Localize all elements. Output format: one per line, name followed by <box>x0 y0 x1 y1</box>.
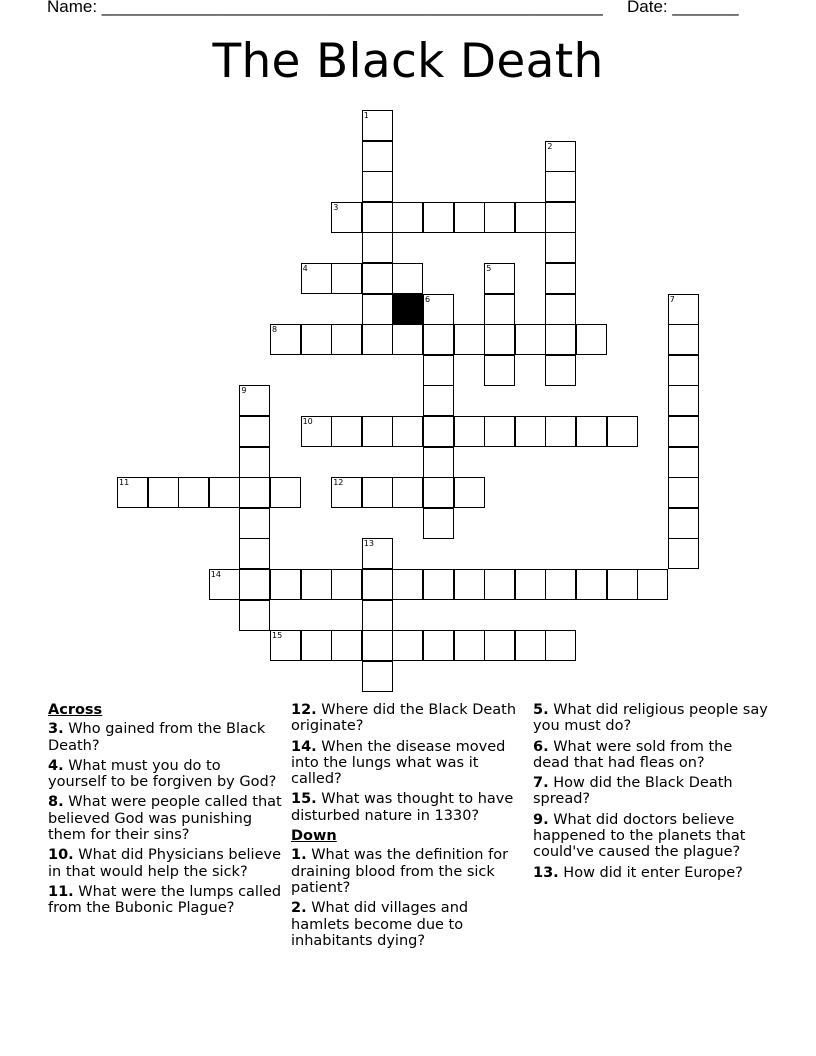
grid-cell[interactable] <box>668 385 699 416</box>
grid-cell[interactable] <box>484 294 515 325</box>
grid-cell[interactable] <box>454 416 485 447</box>
cell-number: 1 <box>363 111 369 120</box>
clue-item <box>291 847 526 896</box>
cell-number: 14 <box>210 570 221 579</box>
clues-column-3 <box>533 702 773 885</box>
grid-cell[interactable] <box>301 630 332 661</box>
clue-text: What did Physicians believe in that would help the sick? <box>48 847 281 880</box>
grid-cell[interactable] <box>362 171 393 202</box>
clue-text: How did it enter Europe? <box>558 864 743 881</box>
clues-column-1 <box>48 702 283 921</box>
grid-cell[interactable] <box>392 569 423 600</box>
grid-cell[interactable] <box>362 324 393 355</box>
grid-cell[interactable] <box>545 263 576 294</box>
grid-cell[interactable] <box>392 263 423 294</box>
clue-item <box>533 812 773 861</box>
grid-cell[interactable] <box>545 202 576 233</box>
clue-item <box>291 791 526 824</box>
across-heading: Across <box>48 702 103 718</box>
cell-number: 7 <box>669 294 675 304</box>
grid-cell[interactable] <box>331 477 362 508</box>
grid-cell[interactable] <box>362 232 393 263</box>
clue-number: 9. <box>533 811 549 828</box>
clue-text: How did the Black Death spread? <box>533 775 733 808</box>
grid-cell[interactable] <box>545 324 576 355</box>
grid-cell[interactable] <box>484 263 515 294</box>
grid-cell[interactable] <box>392 630 423 661</box>
grid-cell[interactable] <box>392 202 423 233</box>
grid-cell[interactable] <box>331 630 362 661</box>
grid-cell[interactable] <box>576 324 607 355</box>
clue-number: 2. <box>291 900 307 917</box>
grid-cell[interactable] <box>301 263 332 294</box>
black-cell <box>392 294 423 325</box>
grid-cell[interactable] <box>239 569 270 600</box>
clue-item <box>533 739 773 772</box>
grid-cell[interactable] <box>362 600 393 631</box>
clue-text: What did villages and hamlets become due to inhabitants dying? <box>291 900 469 949</box>
grid-cell[interactable] <box>392 324 423 355</box>
clue-number: 13. <box>533 864 559 881</box>
clue-number: 3. <box>48 721 64 738</box>
grid-cell[interactable] <box>545 232 576 263</box>
grid-cell[interactable] <box>331 416 362 447</box>
clue-item <box>533 865 773 881</box>
grid-cell[interactable] <box>515 324 546 355</box>
cell-number: 8 <box>272 325 278 335</box>
cell-number: 4 <box>302 264 308 273</box>
grid-cell[interactable] <box>607 416 638 447</box>
grid-cell[interactable] <box>515 416 546 447</box>
grid-cell[interactable] <box>576 569 607 600</box>
grid-cell[interactable] <box>545 141 576 172</box>
clue-item <box>48 721 283 754</box>
grid-cell[interactable] <box>484 630 515 661</box>
grid-cell[interactable] <box>545 416 576 447</box>
grid-cell[interactable] <box>392 477 423 508</box>
grid-cell[interactable] <box>178 477 209 508</box>
grid-cell[interactable] <box>362 263 393 294</box>
grid-cell[interactable] <box>545 355 576 386</box>
grid-cell[interactable] <box>331 324 362 355</box>
grid-cell[interactable] <box>545 171 576 202</box>
clue-number: 1. <box>291 847 307 864</box>
clue-text: When the disease moved into the lungs what was it called? <box>291 738 506 788</box>
clue-number: 15. <box>291 791 317 808</box>
grid-cell[interactable] <box>423 202 454 233</box>
grid-cell[interactable] <box>209 477 240 508</box>
grid-cell[interactable] <box>239 477 270 508</box>
cell-number: 10 <box>302 417 313 426</box>
clue-number: 10. <box>48 847 74 864</box>
clue-number: 4. <box>48 757 64 774</box>
clue-text: What were people called that believed God was punishing them for their sins? <box>48 794 282 844</box>
grid-cell[interactable] <box>331 263 362 294</box>
clue-text: What was thought to have disturbed nature in 1330? <box>291 791 514 824</box>
grid-cell[interactable] <box>484 355 515 386</box>
grid-cell[interactable] <box>362 202 393 233</box>
grid-cell[interactable] <box>668 324 699 355</box>
grid-cell[interactable] <box>545 294 576 325</box>
grid-cell[interactable] <box>362 661 393 692</box>
grid-cell[interactable] <box>484 416 515 447</box>
grid-cell[interactable] <box>301 569 332 600</box>
grid-cell[interactable] <box>423 477 454 508</box>
grid-cell[interactable] <box>454 630 485 661</box>
grid-cell[interactable] <box>484 569 515 600</box>
clue-number: 11. <box>48 883 74 900</box>
grid-cell[interactable] <box>392 416 423 447</box>
grid-cell[interactable] <box>423 324 454 355</box>
clue-item <box>291 900 526 949</box>
date-line[interactable]: Date: _______ <box>627 0 739 16</box>
grid-cell[interactable] <box>117 477 148 508</box>
clue-text: What was the definition for draining blood from the sick patient? <box>291 847 509 896</box>
grid-cell[interactable] <box>545 630 576 661</box>
clue-item <box>48 884 283 917</box>
grid-cell[interactable] <box>239 416 270 447</box>
clue-number: 5. <box>533 702 549 718</box>
grid-cell[interactable] <box>270 324 301 355</box>
grid-cell[interactable] <box>637 569 668 600</box>
clue-text: What did doctors believe happened to the planets that could've caused the plague? <box>533 811 746 861</box>
grid-cell[interactable] <box>423 355 454 386</box>
clue-text: What did religious people say you must do? <box>533 702 768 735</box>
grid-cell[interactable] <box>270 630 301 661</box>
grid-cell[interactable] <box>270 477 301 508</box>
grid-cell[interactable] <box>362 538 393 569</box>
grid-cell[interactable] <box>423 569 454 600</box>
grid-cell[interactable] <box>362 477 393 508</box>
grid-cell[interactable] <box>423 294 454 325</box>
grid-cell[interactable] <box>362 630 393 661</box>
clue-text: What were sold from the dead that had fleas on? <box>533 738 733 771</box>
clue-text: Where did the Black Death originate? <box>291 702 517 735</box>
clue-text: Who gained from the Black Death? <box>48 721 266 754</box>
grid-cell[interactable] <box>515 630 546 661</box>
grid-cell[interactable] <box>668 477 699 508</box>
grid-cell[interactable] <box>362 416 393 447</box>
cell-number: 6 <box>425 294 431 304</box>
grid-cell[interactable] <box>668 416 699 447</box>
cell-number: 9 <box>241 386 247 396</box>
clue-number: 6. <box>533 738 549 755</box>
grid-cell[interactable] <box>239 538 270 569</box>
cell-number: 2 <box>547 141 553 151</box>
grid-cell[interactable] <box>454 477 485 508</box>
cell-number: 13 <box>363 539 374 549</box>
grid-cell[interactable] <box>668 294 699 325</box>
clue-item <box>291 739 526 788</box>
grid-cell[interactable] <box>607 569 638 600</box>
grid-cell[interactable] <box>209 569 240 600</box>
grid-cell[interactable] <box>239 508 270 539</box>
clue-number: 8. <box>48 794 64 811</box>
grid-cell[interactable] <box>239 600 270 631</box>
clue-item <box>48 794 283 843</box>
clue-number: 14. <box>291 738 317 755</box>
clue-item <box>533 702 773 735</box>
grid-cell[interactable] <box>423 416 454 447</box>
grid-cell[interactable] <box>362 141 393 172</box>
grid-cell[interactable] <box>239 447 270 478</box>
grid-cell[interactable] <box>454 569 485 600</box>
clue-item <box>533 775 773 808</box>
grid-cell[interactable] <box>362 294 393 325</box>
cell-number: 3 <box>333 202 339 212</box>
clue-number: 7. <box>533 775 549 792</box>
cell-number: 15 <box>272 631 283 641</box>
clues-column-2 <box>291 702 526 953</box>
grid-cell[interactable] <box>423 447 454 478</box>
grid-cell[interactable] <box>668 447 699 478</box>
grid-cell[interactable] <box>484 324 515 355</box>
grid-cell[interactable] <box>362 110 393 141</box>
cell-number: 5 <box>486 264 492 273</box>
clue-text: What were the lumps called from the Bubonic Plague? <box>48 883 282 917</box>
grid-cell[interactable] <box>148 477 179 508</box>
grid-cell[interactable] <box>270 569 301 600</box>
down-heading: Down <box>291 828 337 845</box>
grid-cell[interactable] <box>301 324 332 355</box>
grid-cell[interactable] <box>331 569 362 600</box>
grid-cell[interactable] <box>239 385 270 416</box>
clue-item <box>48 847 283 880</box>
grid-cell[interactable] <box>668 355 699 386</box>
clue-number: 12. <box>291 702 317 718</box>
grid-cell[interactable] <box>515 202 546 233</box>
page-title: The Black Death <box>212 34 604 89</box>
grid-cell[interactable] <box>423 385 454 416</box>
grid-cell[interactable] <box>301 416 332 447</box>
clue-item <box>48 758 283 791</box>
grid-cell[interactable] <box>423 508 454 539</box>
clue-text: What must you do to yourself to be forgiven by God? <box>48 757 277 791</box>
grid-cell[interactable] <box>545 569 576 600</box>
grid-cell[interactable] <box>362 569 393 600</box>
grid-cell[interactable] <box>454 202 485 233</box>
grid-cell[interactable] <box>668 508 699 539</box>
grid-cell[interactable] <box>331 202 362 233</box>
grid-cell[interactable] <box>515 569 546 600</box>
grid-cell[interactable] <box>423 630 454 661</box>
grid-cell[interactable] <box>454 324 485 355</box>
clue-item <box>291 702 526 735</box>
cell-number: 12 <box>333 478 344 488</box>
grid-cell[interactable] <box>668 538 699 569</box>
cell-number: 11 <box>119 478 130 488</box>
grid-cell[interactable] <box>576 416 607 447</box>
name-line[interactable]: Name: _____________________________________________________ <box>47 0 603 16</box>
grid-cell[interactable] <box>484 202 515 233</box>
